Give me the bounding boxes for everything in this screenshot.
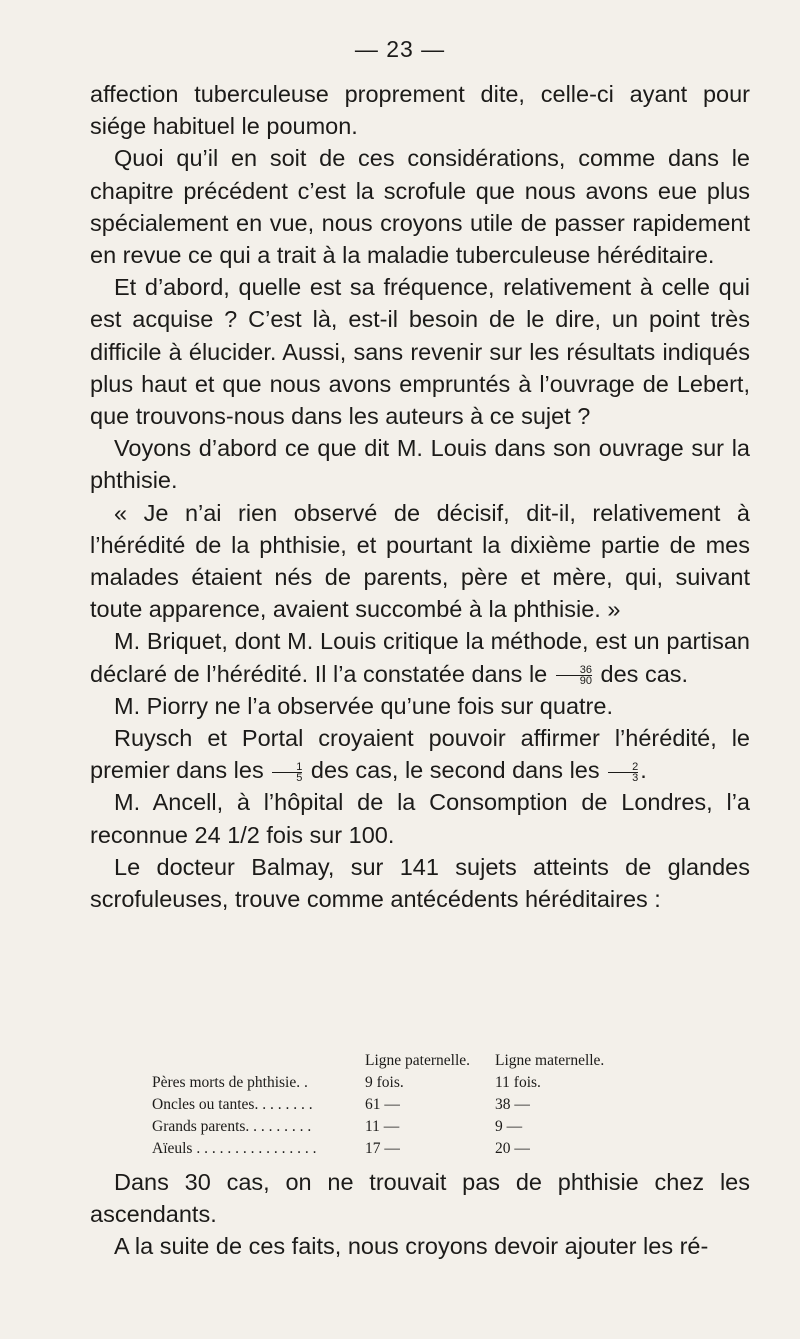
- paragraph: affection tuberculeuse proprement dite, celle-ci ayant pour siége habituel le poumon.: [90, 81, 750, 140]
- fraction-numerator: 2: [608, 762, 638, 773]
- paragraph: Et d’abord, quelle est sa fréquence, relativement à celle qui est acquise ? C’est là, est-il besoin de le dire, un point très difficile à élucider. Aussi, sans revenir sur les résultats indiqués plus haut et que nous avons empruntés à l’ouvrage de Lebert, que trouvons-nous dans les auteurs à ce sujet ?: [90, 274, 750, 430]
- paternal-value: 17 —: [365, 1140, 400, 1157]
- table-header-row: [152, 1050, 712, 1072]
- quote-paragraph: « Je n’ai rien observé de décisif, dit-il, relativement à l’hérédité de la phthisie, et pourtant la dixième partie de mes malades étaient nés de parents, père et mère, qui, suivant toute apparence, avaient succombé à la phthisie. »: [90, 499, 750, 623]
- maternal-value: 11 fois.: [495, 1074, 541, 1091]
- fraction: [556, 665, 592, 686]
- paternal-value: 61 —: [365, 1096, 400, 1113]
- fraction: [608, 762, 638, 783]
- paternal-value: 11 —: [365, 1118, 400, 1135]
- table-row: [152, 1138, 712, 1160]
- body-text: [90, 78, 750, 915]
- column-header-maternal: Ligne maternelle.: [495, 1052, 605, 1069]
- paragraph-ruysch: [90, 722, 750, 786]
- table-row: [152, 1072, 712, 1094]
- maternal-value: 38 —: [495, 1096, 530, 1113]
- heredity-table: [152, 1050, 712, 1160]
- fraction: [272, 762, 302, 783]
- fraction-denominator: 5: [296, 771, 303, 784]
- maternal-value: 9 —: [495, 1118, 523, 1135]
- text-segment: Ruysch et Portal croyaient pouvoir affirmer l’hérédité, le premier dans les: [90, 725, 750, 784]
- row-label: Grands parents. . . . . . . . .: [152, 1118, 312, 1135]
- paragraph-briquet: [90, 625, 750, 689]
- maternal-value: 20 —: [495, 1140, 530, 1157]
- fraction-numerator: 1: [272, 762, 302, 773]
- paragraph: Le docteur Balmay, sur 141 sujets atteints de glandes scrofuleuses, trouve comme antécédents héréditaires :: [90, 853, 750, 913]
- closing-text: [90, 1166, 750, 1263]
- row-label: Aïeuls . . . . . . . . . . . . . . . .: [152, 1140, 317, 1157]
- fraction-denominator: 3: [632, 771, 639, 784]
- fraction-numerator: 36: [556, 665, 592, 676]
- text-segment: des cas.: [600, 660, 689, 687]
- paragraph: Dans 30 cas, on ne trouvait pas de phthisie chez les ascendants.: [90, 1169, 750, 1228]
- column-header-paternal: Ligne paternelle.: [365, 1052, 471, 1069]
- paragraph: A la suite de ces faits, nous croyons devoir ajouter les ré-: [114, 1233, 709, 1260]
- paragraph: Voyons d’abord ce que dit M. Louis dans son ouvrage sur la phthisie.: [90, 435, 750, 494]
- paragraph: Quoi qu’il en soit de ces considérations, comme dans le chapitre précédent c’est la scrofule que nous avons eue plus spécialement en vue, nous croyons utile de passer rapidement en revue ce qui a trait à la maladie tuberculeuse héréditaire.: [90, 145, 750, 269]
- paragraph: M. Ancell, à l’hôpital de la Consomption de Londres, l’a reconnue 24 1/2 fois sur 100.: [90, 789, 750, 848]
- page-number: — 23 —: [354, 36, 446, 62]
- fraction-denominator: 90: [579, 674, 593, 687]
- text-segment: M. Briquet, dont M. Louis critique la méthode, est un partisan déclaré de l’hérédité. Il l’a constatée dans le: [90, 628, 750, 687]
- paragraph: M. Piorry ne l’a observée qu’une fois sur quatre.: [114, 692, 613, 719]
- table-row: [152, 1094, 712, 1116]
- text-segment: des cas, le second dans les: [310, 757, 600, 784]
- row-label: Pères morts de phthisie. .: [152, 1074, 308, 1091]
- table-row: [152, 1116, 712, 1138]
- row-label: Oncles ou tantes. . . . . . . .: [152, 1096, 313, 1113]
- text-segment: .: [640, 757, 647, 784]
- paternal-value: 9 fois.: [365, 1074, 404, 1091]
